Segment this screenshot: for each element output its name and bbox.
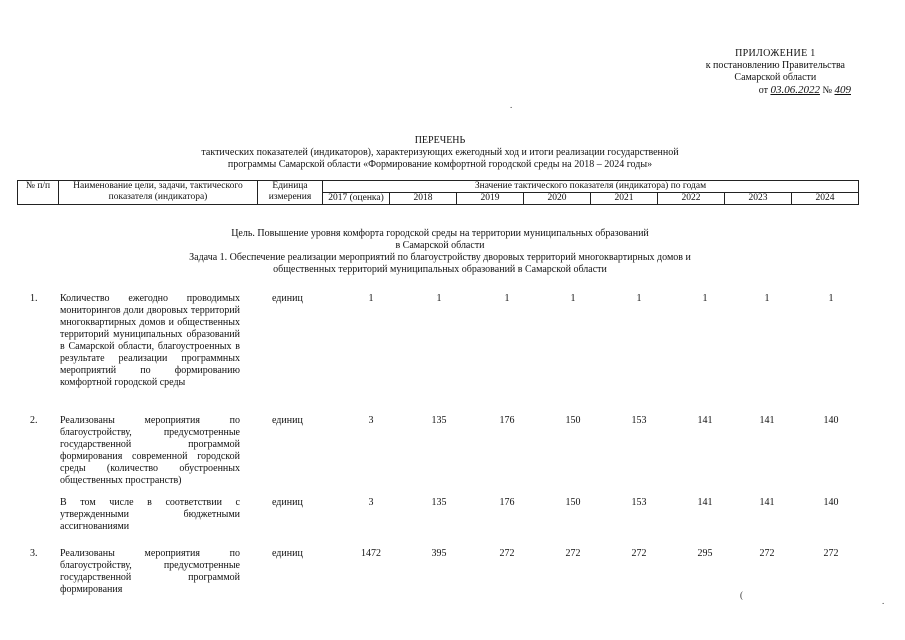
row-value: 3 [368, 497, 374, 508]
row-unit: единиц [272, 497, 303, 508]
row-value: 1 [764, 293, 770, 304]
row-value: 140 [823, 415, 839, 426]
row-value: 1 [368, 293, 374, 304]
row-number: 3. [30, 548, 38, 559]
row-indicator-name: Реализованы мероприятия по благоустройству, предусмотренные государственной программой формирования [60, 548, 240, 595]
row-number: 2. [30, 415, 38, 426]
row-unit: единиц [272, 293, 303, 304]
number-sign: № [822, 85, 832, 96]
row-value: 176 [499, 415, 515, 426]
indicators-table-header [17, 180, 859, 205]
row-value: 141 [759, 415, 775, 426]
header-unit: Единица измерения [258, 181, 323, 205]
row-value: 153 [631, 415, 647, 426]
header-num: № п/п [18, 181, 59, 205]
goal-line-2: в Самарской области [395, 240, 485, 251]
row-value: 150 [565, 497, 581, 508]
row-value: 295 [697, 548, 713, 559]
header-values: Значение тактического показателя (индикатора) по годам [323, 181, 859, 193]
goal-block [0, 228, 880, 276]
header-year: 2019 [457, 193, 524, 205]
row-value: 1 [828, 293, 834, 304]
title-line-2: программы Самарской области «Формирование комфортной городской среды на 2018 – 2024 годы» [227, 159, 653, 170]
header-year: 2022 [658, 193, 725, 205]
task-line-1: Задача 1. Обеспечение реализации мероприятий по благоустройству дворовых территорий многоквартирных домов и [189, 252, 691, 263]
appendix-title: ПРИЛОЖЕНИЕ 1 [735, 48, 816, 59]
row-value: 272 [823, 548, 839, 559]
header-year: 2017 (оценка) [323, 193, 390, 205]
appendix-date-line [706, 84, 851, 97]
date-prefix: от [758, 85, 768, 96]
appendix-line-2: Самарской области [734, 72, 817, 83]
row-value: 141 [697, 497, 713, 508]
title-heading: ПЕРЕЧЕНЬ [414, 135, 466, 146]
scan-dot: . [882, 596, 885, 606]
row-number: 1. [30, 293, 38, 304]
row-value: 1 [636, 293, 642, 304]
appendix-block [705, 48, 851, 97]
row-value: 135 [431, 497, 447, 508]
row-unit: единиц [272, 415, 303, 426]
row-indicator-name: В том числе в соответствии с утвержденными бюджетными ассигнованиями [60, 497, 240, 532]
row-value: 395 [431, 548, 447, 559]
row-value: 140 [823, 497, 839, 508]
goal-line-1: Цель. Повышение уровня комфорта городской среды на территории муниципальных образований [231, 228, 649, 239]
row-value: 1472 [361, 548, 381, 559]
row-unit: единиц [272, 548, 303, 559]
document-title [0, 135, 880, 171]
row-value: 141 [759, 497, 775, 508]
header-year: 2018 [390, 193, 457, 205]
title-line-1: тактических показателей (индикаторов), характеризующих ежегодный ход и итоги реализации государственной [201, 147, 679, 158]
header-year: 2021 [591, 193, 658, 205]
row-value: 272 [631, 548, 647, 559]
header-year: 2023 [725, 193, 792, 205]
row-value: 272 [499, 548, 515, 559]
row-value: 1 [570, 293, 576, 304]
row-value: 272 [565, 548, 581, 559]
row-value: 1 [504, 293, 510, 304]
number-value: 409 [834, 84, 851, 96]
task-line-2: общественных территорий муниципальных образований в Самарской области [273, 264, 607, 275]
row-value: 1 [702, 293, 708, 304]
row-value: 153 [631, 497, 647, 508]
header-name: Наименование цели, задачи, тактического показателя (индикатора) [59, 181, 258, 205]
row-indicator-name: Количество ежегодно проводимых мониторингов доли дворовых территорий многоквартирных домов и общественных территорий муниципальных образований в Самарской области, благоустроенных в результате реализации программных мероприятий по формированию комфортной городской среды [60, 293, 240, 388]
row-value: 135 [431, 415, 447, 426]
row-value: 141 [697, 415, 713, 426]
date-value: 03.06.2022 [770, 84, 820, 96]
header-year: 2024 [792, 193, 859, 205]
row-value: 3 [368, 415, 374, 426]
row-value: 1 [436, 293, 442, 304]
scan-mark: ( [740, 590, 743, 600]
scan-dot: . [510, 100, 513, 110]
row-value: 176 [499, 497, 515, 508]
appendix-line-1: к постановлению Правительства [705, 60, 845, 71]
header-year: 2020 [524, 193, 591, 205]
row-value: 150 [565, 415, 581, 426]
row-indicator-name: Реализованы мероприятия по благоустройству, предусмотренные государственной программой формирования современной городской среды (количество обустроенных общественных пространств) [60, 415, 240, 486]
row-value: 272 [759, 548, 775, 559]
